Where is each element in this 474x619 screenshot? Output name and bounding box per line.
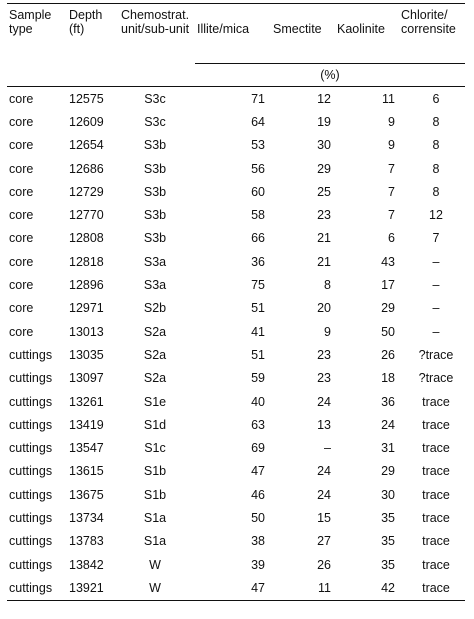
cell-chemostrat-unit: S1a (143, 510, 167, 525)
cell-chemostrat-unit: S3a (143, 254, 167, 269)
cell-sample-type: core (9, 254, 34, 269)
header-depth-line1: Depth (69, 8, 103, 22)
cell-illite-mica: 75 (251, 278, 265, 293)
cell-illite-mica: 63 (251, 417, 265, 432)
cell-kaolinite: 17 (381, 278, 395, 293)
table-row (7, 180, 465, 203)
cell-smectite: 24 (317, 487, 331, 502)
header-depth-line2: (ft) (69, 22, 85, 36)
cell-sample-type: core (9, 231, 34, 246)
cell-chemostrat-unit: S1c (144, 441, 166, 456)
cell-chlorite-corrensite: 8 (432, 184, 440, 199)
cell-kaolinite: 24 (381, 417, 395, 432)
cell-chlorite-corrensite: trace (422, 464, 450, 479)
cell-depth: 13734 (69, 510, 104, 525)
cell-kaolinite: 11 (382, 91, 395, 106)
cell-smectite: 9 (324, 324, 331, 339)
header-unit-line2: unit/sub-unit (121, 22, 190, 36)
table-row (7, 110, 465, 133)
cell-chlorite-corrensite: – (432, 301, 440, 316)
cell-kaolinite: 7 (388, 184, 395, 199)
cell-chemostrat-unit: S1b (143, 464, 167, 479)
cell-illite-mica: 50 (251, 510, 265, 525)
cell-kaolinite: 7 (388, 208, 395, 223)
cell-chemostrat-unit: S1d (143, 417, 167, 432)
cell-sample-type: cuttings (7, 576, 65, 600)
cell-smectite: – (324, 441, 331, 456)
table-row (7, 390, 465, 413)
cell-chemostrat-unit: S1a (143, 534, 167, 549)
cell-smectite: 27 (317, 534, 331, 549)
cell-chlorite-corrensite: 12 (429, 208, 443, 223)
cell-smectite: 21 (317, 231, 331, 246)
cell-illite-mica: 51 (251, 301, 265, 316)
cell-illite-mica: 39 (251, 557, 265, 572)
table-row (7, 436, 465, 459)
cell-smectite: 29 (317, 161, 331, 176)
cell-chemostrat-unit: S3b (143, 208, 167, 223)
cell-depth: 12896 (69, 278, 104, 293)
cell-illite-mica: 60 (251, 184, 265, 199)
cell-chlorite-corrensite: 6 (432, 91, 440, 106)
cell-depth: 12686 (69, 161, 104, 176)
table-row (7, 203, 465, 226)
cell-sample-type: core (9, 278, 34, 293)
cell-chlorite-corrensite: trace (422, 441, 450, 456)
cell-smectite: 24 (317, 464, 331, 479)
cell-illite-mica: 58 (251, 208, 265, 223)
cell-smectite: 21 (317, 254, 331, 269)
cell-chlorite-corrensite: ?trace (418, 347, 454, 362)
cell-depth: 13035 (69, 347, 104, 362)
table-row (7, 576, 465, 600)
cell-chlorite-corrensite: trace (395, 576, 465, 600)
cell-kaolinite: 29 (381, 464, 395, 479)
table-row (7, 157, 465, 180)
cell-chlorite-corrensite: trace (422, 487, 450, 502)
table-row (7, 297, 465, 320)
cell-depth: 12971 (69, 301, 104, 316)
cell-kaolinite: 36 (381, 394, 395, 409)
header-depth (65, 4, 113, 64)
table-row (7, 250, 465, 273)
header-illite-label: Illite/mica (197, 22, 250, 36)
cell-chlorite-corrensite: 8 (432, 138, 440, 153)
cell-chlorite-corrensite: – (432, 324, 440, 339)
cell-sample-type: core (9, 301, 34, 316)
cell-sample-type: cuttings (9, 510, 53, 525)
cell-smectite: 13 (317, 417, 331, 432)
cell-depth: 13013 (69, 324, 104, 339)
table-row (7, 227, 465, 250)
table-row (7, 506, 465, 529)
cell-sample-type: cuttings (9, 557, 53, 572)
cell-kaolinite: 35 (381, 557, 395, 572)
cell-kaolinite: 35 (381, 510, 395, 525)
cell-illite-mica: 36 (251, 254, 265, 269)
unit-row-spacer (7, 64, 195, 87)
cell-smectite: 24 (317, 394, 331, 409)
cell-depth: 13261 (69, 394, 104, 409)
table-row (7, 553, 465, 576)
cell-smectite: 23 (317, 347, 331, 362)
cell-depth: 13921 (65, 576, 113, 600)
cell-sample-type: core (9, 91, 34, 106)
cell-illite-mica: 51 (251, 347, 265, 362)
cell-sample-type: cuttings (9, 394, 53, 409)
cell-kaolinite: 43 (381, 254, 395, 269)
cell-chemostrat-unit: W (113, 576, 195, 600)
cell-sample-type: cuttings (9, 441, 53, 456)
header-sample-type-line1: Sample (9, 8, 52, 22)
cell-kaolinite: 26 (381, 347, 395, 362)
cell-sample-type: cuttings (9, 487, 53, 502)
cell-kaolinite: 18 (381, 371, 395, 386)
table-row (7, 134, 465, 157)
cell-illite-mica: 41 (251, 324, 265, 339)
header-kaolinite (331, 4, 395, 64)
cell-chemostrat-unit: W (149, 557, 161, 572)
cell-sample-type: cuttings (9, 417, 53, 432)
cell-sample-type: core (9, 324, 34, 339)
cell-kaolinite: 30 (381, 487, 395, 502)
cell-chemostrat-unit: S1e (143, 394, 167, 409)
cell-illite-mica: 40 (251, 394, 265, 409)
cell-depth: 13842 (69, 557, 104, 572)
cell-depth: 12575 (69, 91, 104, 106)
cell-chemostrat-unit: S2a (143, 371, 167, 386)
table-row (7, 320, 465, 343)
cell-kaolinite: 9 (388, 114, 395, 129)
cell-chemostrat-unit: S3b (143, 184, 167, 199)
cell-smectite: 8 (324, 278, 331, 293)
cell-chlorite-corrensite: trace (422, 394, 450, 409)
cell-sample-type: core (9, 161, 34, 176)
cell-illite-mica: 47 (251, 464, 265, 479)
header-chemostrat-unit (113, 4, 195, 64)
cell-illite-mica: 53 (251, 138, 265, 153)
cell-sample-type: core (9, 208, 34, 223)
cell-chemostrat-unit: S3a (143, 278, 167, 293)
cell-depth: 12818 (69, 254, 104, 269)
cell-illite-mica: 56 (251, 161, 265, 176)
table-row (7, 530, 465, 553)
cell-chlorite-corrensite: trace (422, 557, 450, 572)
cell-kaolinite: 6 (388, 231, 395, 246)
cell-smectite: 25 (317, 184, 331, 199)
cell-sample-type: cuttings (9, 347, 53, 362)
cell-illite-mica: 71 (251, 91, 265, 106)
cell-sample-type: core (9, 184, 34, 199)
cell-sample-type: cuttings (9, 371, 53, 386)
clay-mineralogy-table (7, 3, 465, 601)
cell-smectite: 23 (317, 371, 331, 386)
header-chlorite-corrensite (395, 4, 465, 64)
cell-illite-mica: 59 (251, 371, 265, 386)
cell-chemostrat-unit: S2b (143, 301, 167, 316)
cell-chemostrat-unit: S3b (143, 138, 167, 153)
table-row (7, 483, 465, 506)
cell-smectite: 19 (317, 114, 331, 129)
header-chlorite-line1: Chlorite/ (401, 8, 448, 22)
cell-chlorite-corrensite: ?trace (418, 371, 454, 386)
cell-depth: 12808 (69, 231, 104, 246)
cell-kaolinite: 9 (388, 138, 395, 153)
cell-sample-type: core (9, 114, 34, 129)
cell-depth: 12654 (69, 138, 104, 153)
cell-chemostrat-unit: S2a (143, 324, 167, 339)
header-kaolinite-label: Kaolinite (337, 22, 385, 36)
unit-row (7, 64, 465, 87)
header-sample-type-line2: type (9, 22, 33, 36)
cell-smectite: 20 (317, 301, 331, 316)
cell-depth: 12609 (69, 114, 104, 129)
cell-smectite: 15 (317, 510, 331, 525)
header-chlorite-line2: corrensite (401, 22, 456, 36)
cell-chlorite-corrensite: – (432, 254, 440, 269)
cell-chlorite-corrensite: 8 (432, 114, 440, 129)
clay-mineralogy-table-container (7, 3, 465, 601)
cell-chemostrat-unit: S3c (144, 91, 166, 106)
header-smectite (265, 4, 331, 64)
cell-illite-mica: 46 (251, 487, 265, 502)
cell-illite-mica: 66 (251, 231, 265, 246)
cell-depth: 12770 (69, 208, 104, 223)
table-row (7, 413, 465, 436)
table-row (7, 273, 465, 296)
cell-smectite: 12 (317, 91, 331, 106)
cell-kaolinite: 35 (381, 534, 395, 549)
cell-kaolinite: 29 (381, 301, 395, 316)
table-body (7, 87, 465, 601)
cell-chemostrat-unit: S2a (143, 347, 167, 362)
header-illite-mica (195, 4, 265, 64)
table-row (7, 367, 465, 390)
cell-chlorite-corrensite: trace (422, 510, 450, 525)
cell-depth: 13783 (69, 534, 104, 549)
cell-depth: 13097 (69, 371, 104, 386)
cell-chemostrat-unit: S3c (144, 114, 166, 129)
cell-illite-mica: 47 (195, 576, 265, 600)
cell-chlorite-corrensite: trace (422, 417, 450, 432)
cell-chlorite-corrensite: – (432, 278, 440, 293)
cell-smectite: 23 (317, 208, 331, 223)
cell-kaolinite: 31 (381, 441, 395, 456)
cell-sample-type: cuttings (9, 464, 53, 479)
cell-chlorite-corrensite: 8 (432, 161, 440, 176)
cell-illite-mica: 38 (251, 534, 265, 549)
cell-sample-type: core (9, 138, 34, 153)
cell-chemostrat-unit: S1b (143, 487, 167, 502)
cell-sample-type: cuttings (9, 534, 53, 549)
cell-depth: 13419 (69, 417, 104, 432)
percent-unit-label: (%) (195, 64, 465, 87)
cell-chlorite-corrensite: trace (422, 534, 450, 549)
cell-depth: 13675 (69, 487, 104, 502)
header-sample-type (7, 4, 65, 64)
header-smectite-label: Smectite (273, 22, 322, 36)
cell-chemostrat-unit: S3b (143, 161, 167, 176)
cell-kaolinite: 7 (388, 161, 395, 176)
table-row (7, 343, 465, 366)
cell-illite-mica: 64 (251, 114, 265, 129)
table-row (7, 87, 465, 111)
cell-depth: 13547 (69, 441, 104, 456)
cell-smectite: 26 (317, 557, 331, 572)
cell-chemostrat-unit: S3b (143, 231, 167, 246)
header-row (7, 4, 465, 64)
cell-kaolinite: 50 (381, 324, 395, 339)
table-row (7, 460, 465, 483)
cell-kaolinite: 42 (331, 576, 395, 600)
cell-depth: 12729 (69, 184, 104, 199)
cell-illite-mica: 69 (251, 441, 265, 456)
header-unit-line1: Chemostrat. (121, 8, 190, 22)
cell-smectite: 11 (265, 576, 331, 600)
cell-depth: 13615 (69, 464, 104, 479)
cell-chlorite-corrensite: 7 (432, 231, 440, 246)
cell-smectite: 30 (317, 138, 331, 153)
